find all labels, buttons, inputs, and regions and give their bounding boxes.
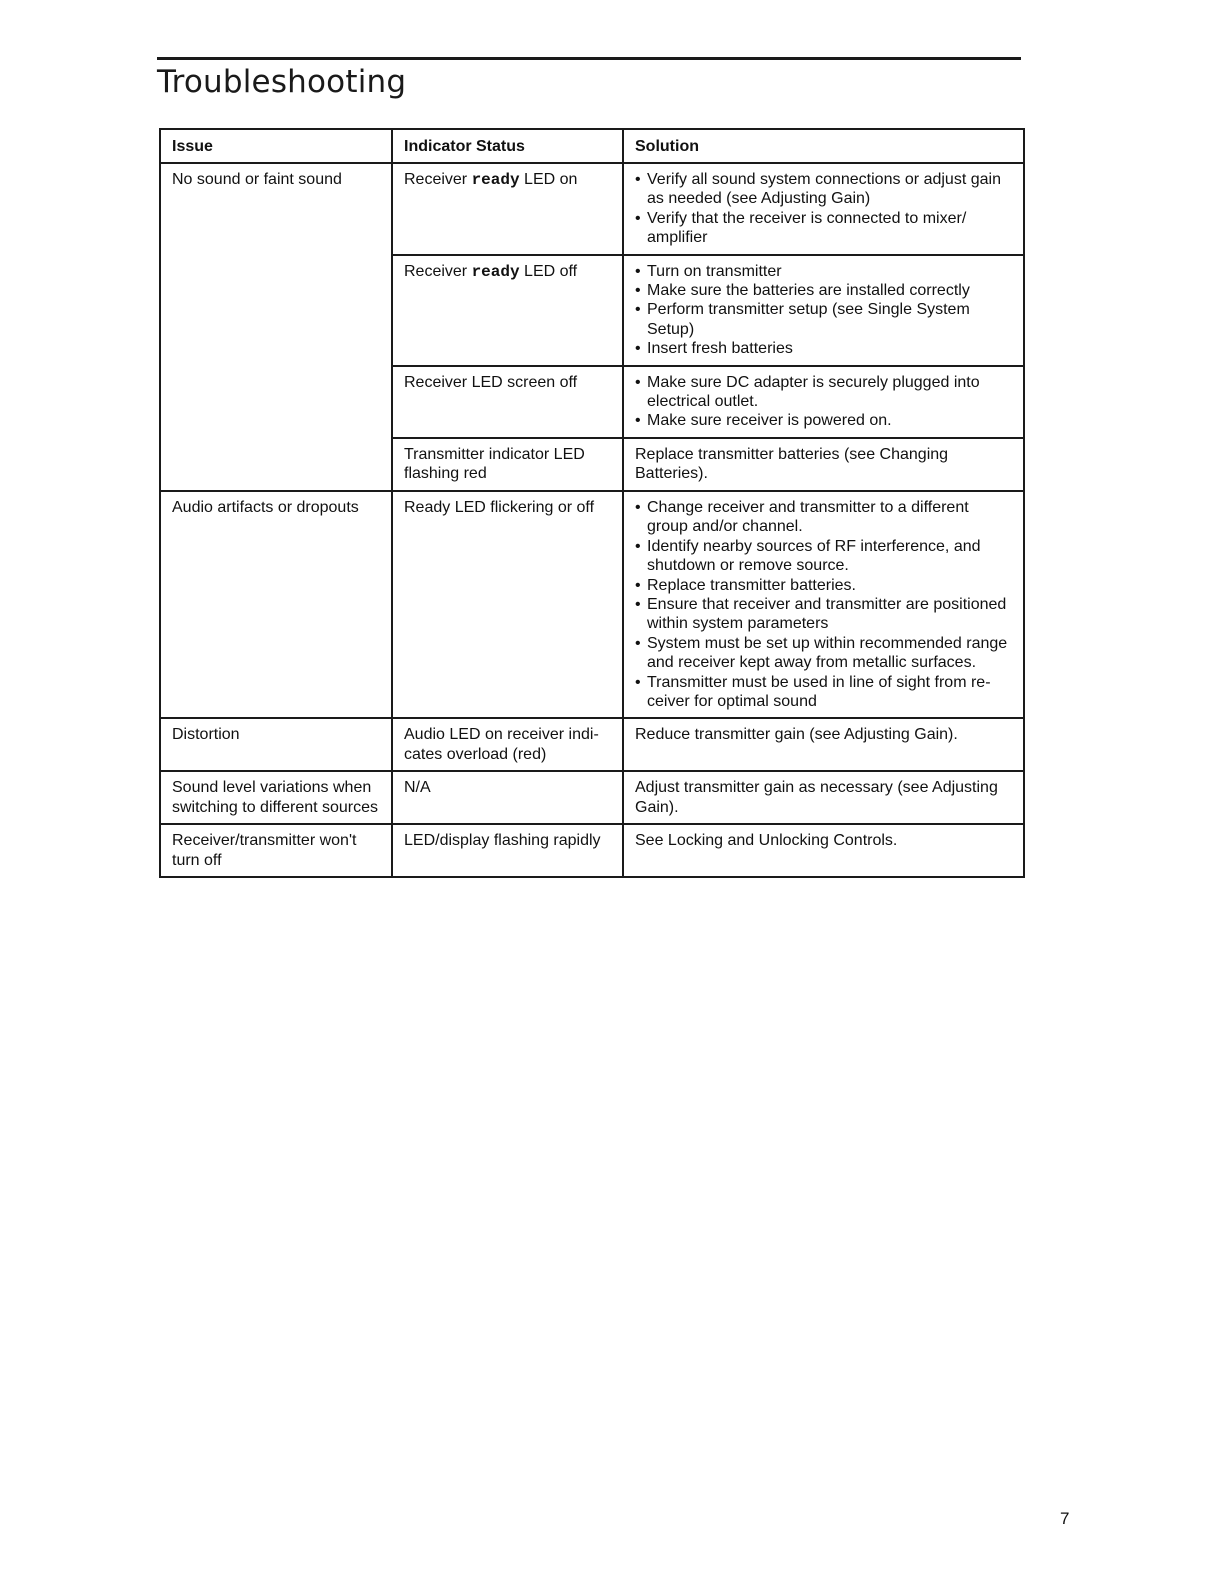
status-suffix: LED on — [519, 171, 578, 188]
solution-item: • Make sure the batteries are installed correctly — [635, 281, 1013, 300]
solution-cell — [623, 366, 1024, 438]
solution-item: • Replace transmitter batteries. — [635, 576, 1013, 595]
solution-item: • Make sure DC adapter is securely plugged into electrical outlet. — [635, 373, 1013, 412]
solution-item: • Identify nearby sources of RF interference, and shutdown or remove source. — [635, 537, 1013, 576]
solution-list — [635, 498, 1013, 711]
page-number: 7 — [1060, 1509, 1070, 1528]
solution-item: • Verify that the receiver is connected to mixer/ amplifier — [635, 209, 1013, 248]
header-issue: Issue — [160, 129, 392, 163]
status-code: ready — [471, 262, 520, 281]
table-row — [160, 718, 1024, 771]
troubleshooting-table — [159, 128, 1025, 878]
solution-cell: See Locking and Unlocking Controls. — [623, 824, 1024, 877]
solution-list — [635, 262, 1013, 359]
header-indicator-status: Indicator Status — [392, 129, 623, 163]
solution-cell — [623, 255, 1024, 366]
status-cell — [392, 163, 623, 255]
solution-item: • Verify all sound system connections or adjust gain as needed (see Adjusting Gain) — [635, 170, 1013, 209]
header-rule — [157, 57, 1021, 60]
solution-item: • Turn on transmitter — [635, 262, 1013, 281]
solution-cell — [623, 163, 1024, 255]
table-row — [160, 491, 1024, 718]
table-row — [160, 771, 1024, 824]
page-title: Troubleshooting — [157, 64, 407, 100]
issue-cell: Audio artifacts or dropouts — [160, 491, 392, 718]
solution-cell: Reduce transmitter gain (see Adjusting Gain). — [623, 718, 1024, 771]
solution-item: • System must be set up within recommended range and receiver kept away from metallic surfaces. — [635, 634, 1013, 673]
status-cell — [392, 255, 623, 366]
header-solution: Solution — [623, 129, 1024, 163]
status-cell: Ready LED flickering or off — [392, 491, 623, 718]
solution-cell — [623, 491, 1024, 718]
status-cell: N/A — [392, 771, 623, 824]
solution-item: • Insert fresh batteries — [635, 339, 1013, 358]
status-code: ready — [471, 171, 520, 189]
status-cell: Audio LED on receiver indi- cates overload (red) — [392, 718, 623, 771]
solution-cell: Replace transmitter batteries (see Changing Batteries). — [623, 438, 1024, 491]
solution-item: • Make sure receiver is powered on. — [635, 411, 1013, 430]
table-row — [160, 163, 1024, 255]
table-header-row — [160, 129, 1024, 163]
status-cell: LED/display flashing rapidly — [392, 824, 623, 877]
solution-item: • Perform transmitter setup (see Single System Setup) — [635, 300, 1013, 339]
solution-cell: Adjust transmitter gain as necessary (see Adjusting Gain). — [623, 771, 1024, 824]
solution-item: • Change receiver and transmitter to a different group and/or channel. — [635, 498, 1013, 537]
issue-cell: Distortion — [160, 718, 392, 771]
issue-cell: Sound level variations when switching to different sources — [160, 771, 392, 824]
status-cell: Transmitter indicator LED flashing red — [392, 438, 623, 491]
solution-list — [635, 373, 1013, 431]
issue-cell: No sound or faint sound — [160, 163, 392, 491]
solution-list — [635, 170, 1013, 248]
solution-item: • Transmitter must be used in line of sight from re- ceiver for optimal sound — [635, 673, 1013, 712]
status-prefix: Receiver — [404, 262, 472, 280]
status-cell: Receiver LED screen off — [392, 366, 623, 438]
status-prefix: Receiver — [404, 171, 472, 188]
issue-cell: Receiver/transmitter won't turn off — [160, 824, 392, 877]
status-suffix: LED off — [519, 262, 578, 280]
solution-item: • Ensure that receiver and transmitter are positioned within system parameters — [635, 595, 1013, 634]
table-row — [160, 824, 1024, 877]
